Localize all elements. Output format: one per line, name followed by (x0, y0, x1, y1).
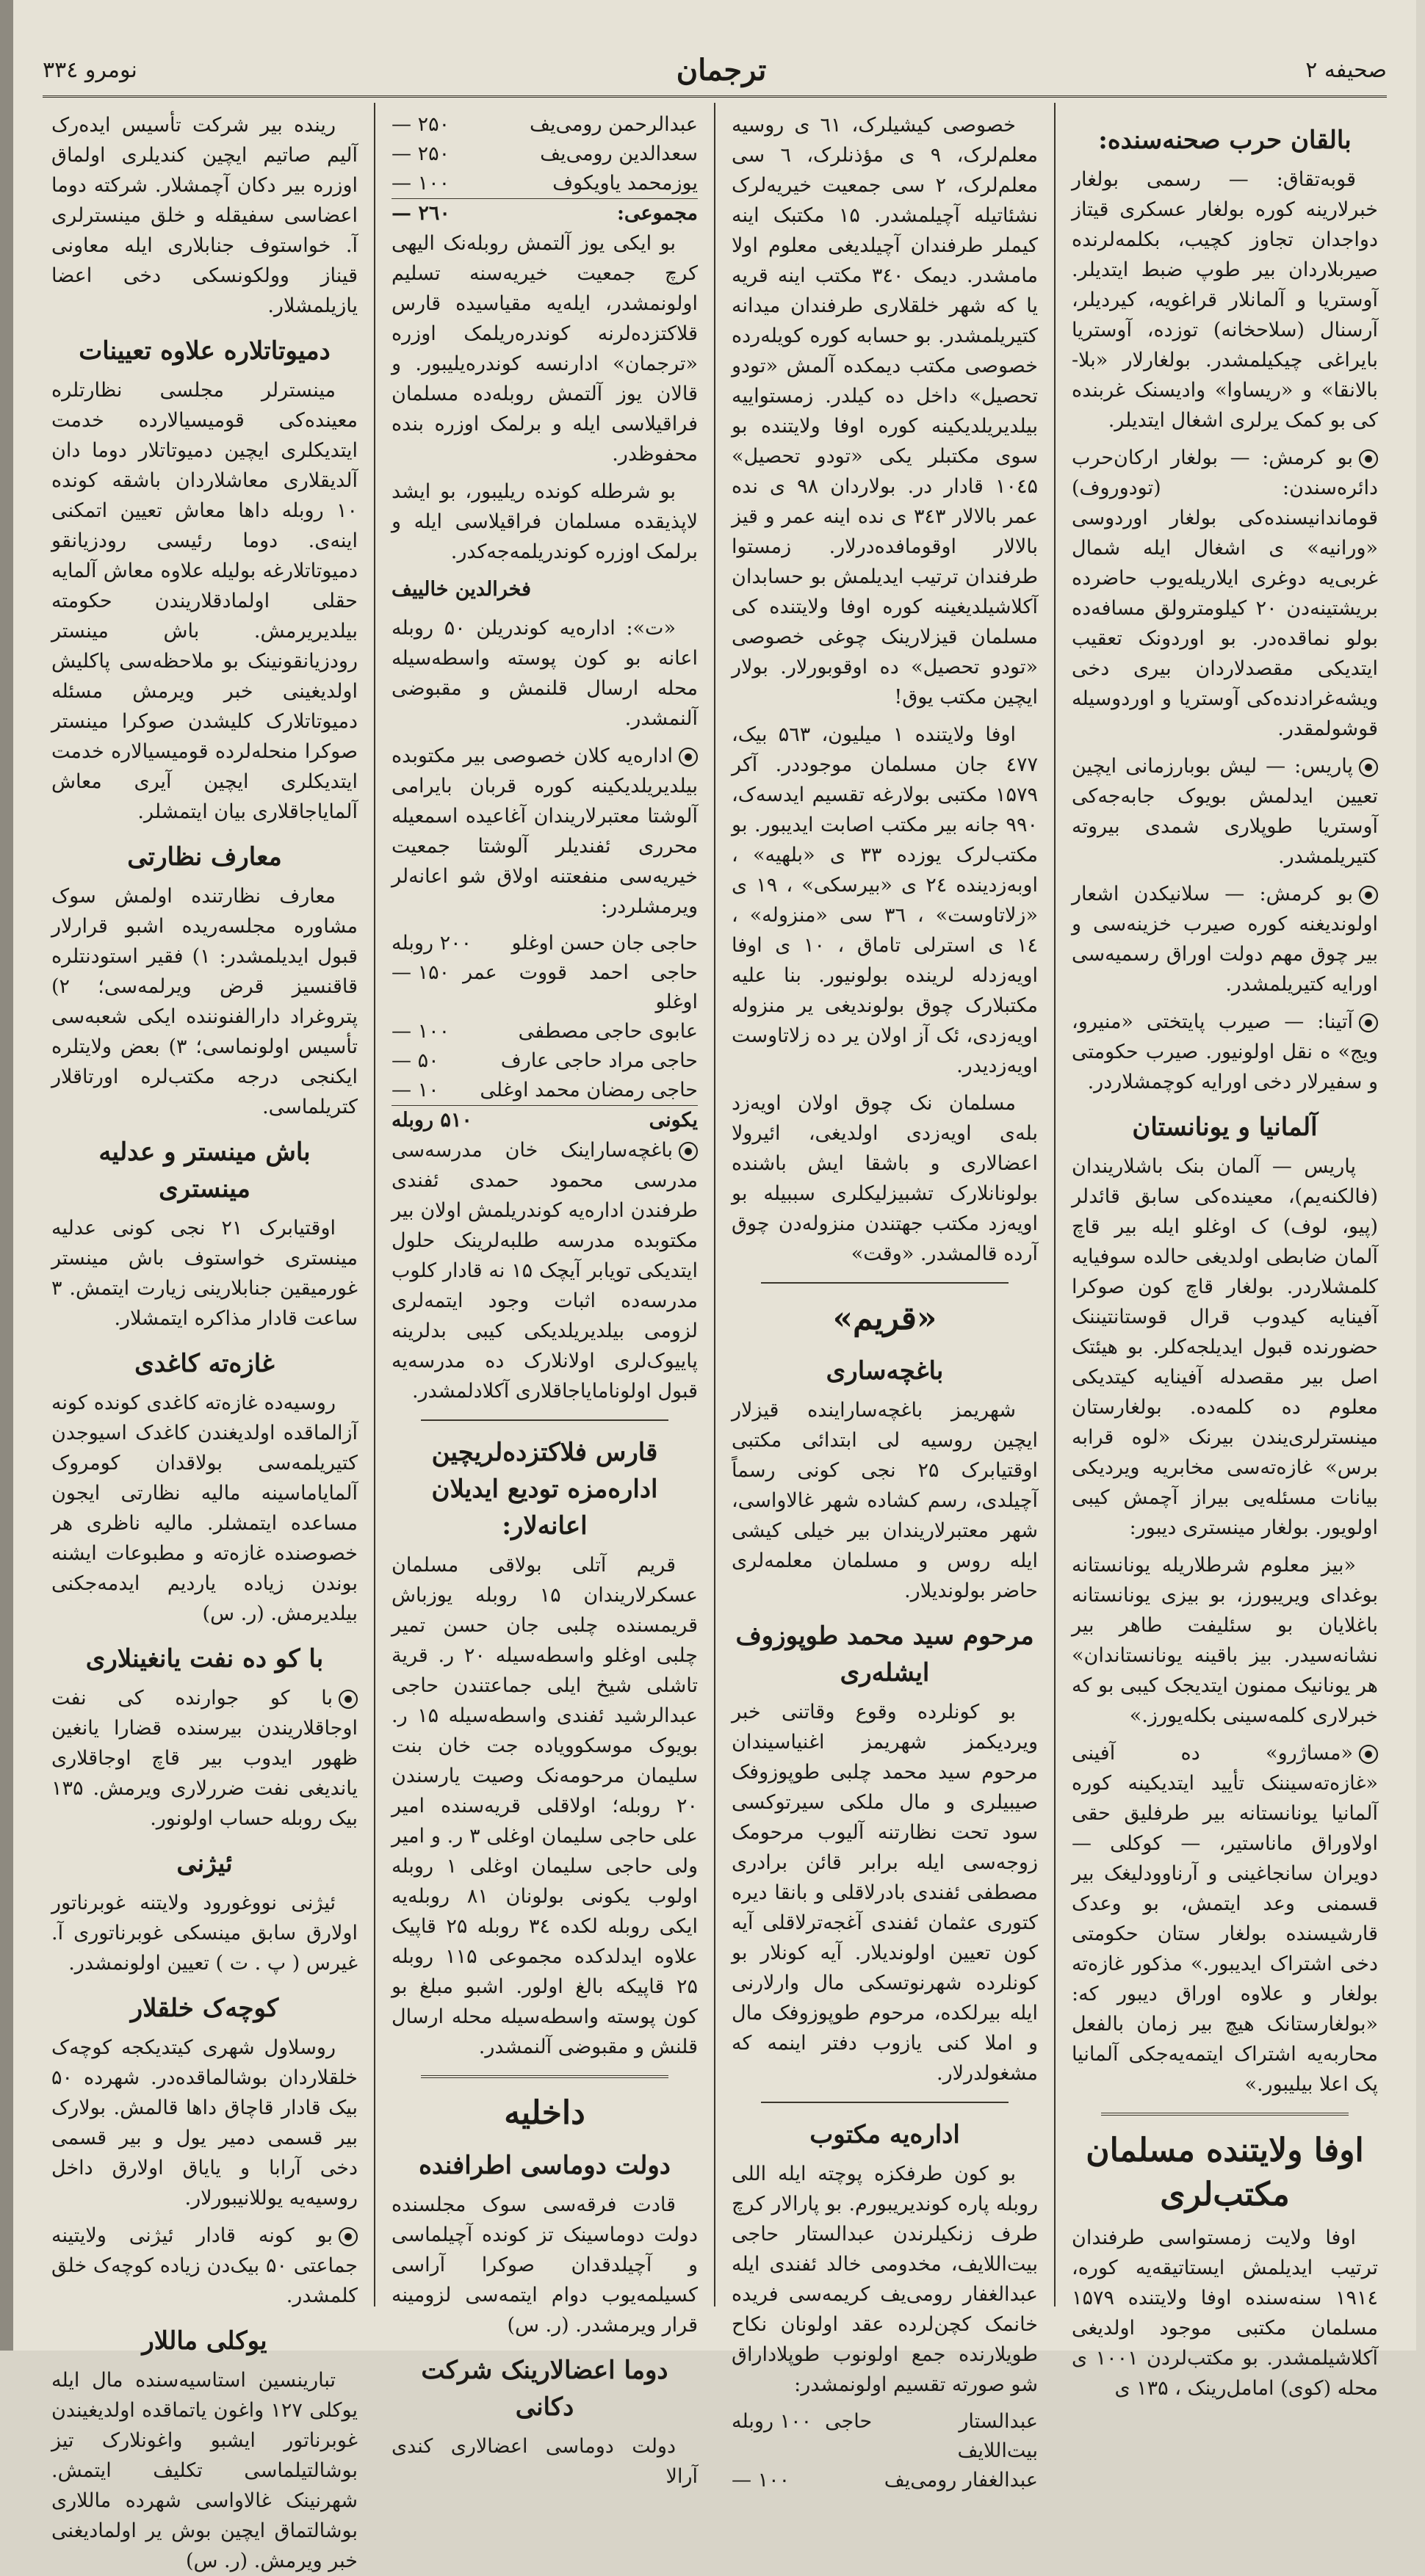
section-heading: آلمانیا و یونانستان (1132, 1112, 1318, 1142)
list-total-row (392, 1105, 698, 1135)
news-item-text: اداره‌یه کلان خصوصی بیر مکتوبده بیلدیریلدیکینه کوره قربان بایرامی آلوشتا معتبرلاریندان آغاعیده اسمعیله محرری ئفندیلر آلوشتا جمعیت خیریه‌سی منفعتنه اولاق شو اعانه‌لر ویرمشلردر: (392, 745, 698, 918)
bullet-ornament-icon (679, 748, 698, 767)
bullet-ornament-icon (339, 1690, 358, 1709)
list-row-amount: ۱۰۰ — (732, 2469, 790, 2492)
article-paragraph: بو ایکی یوز آلتمش روبله‌نک الیهی کرچ جمعیت خیریه‌سنه تسلیم اولونمشدر، ایله‌یه مقیاسیده قارس قلاکتزده‌لرنه کوندره‌ریلمک اوزره «ترجمان» ادارنسه کوندره‌یلیبور. و قالان یوز آلتمش روبله‌ده مسلمان فراقیلاسی ایله و برلمک اوزره بنده محفوظدر. (392, 232, 698, 466)
article-paragraph: اوفا ولایت زمستواسی طرفندان ترتیب ایدیلمش ایستاتیقه‌یه کوره، ۱۹۱٤ سنه‌سنده اوفا ولایتنده ۱۵۷۹ مسلمان مکتبی موجود اولدیغی آکلاشیلمشدر. بو مکتب‌لردن ۱۰۰۱ ی محله (کوی) امامل‌رینک ، ۱۳۵ ی (1072, 2226, 1378, 2400)
section-heading: معارف نظارتی (127, 842, 282, 872)
news-item-text: باغچه‌ساراینک خان مدرسه‌سی مدرسی محمود حمدی ئفندی طرفندن اداره‌یه کوندریلمش اولان بیر مکتوبده مدرسه طلبه‌لرینک حلول ایتدیکی تویابر آیچک ۱۵ نه قادار کلوب مدرسه‌ده اثبات وجود ایتمه‌لری لزومی بیلدیریلدیکی کیبی بدلرینه پاییوک‌لری اولانلارک ده مدرسه‌یه قبول اولونامایاجاقلاری آکلادلمشدر. (392, 1139, 698, 1403)
list-row-amount: ۲۵۰ — (392, 113, 450, 136)
list-row (392, 140, 698, 169)
bullet-ornament-icon (1359, 886, 1378, 905)
article-paragraph: معارف نظارتنده اولمش سوک مشاورە مجلسه‌ریده اشبو قرارلار قبول ایدیلمشدر: ۱) فقیر استودنتلره قاقنسیز قرض ویرلمه‌سی؛ ۲) پتروغراد دارالفنوننده ایکی شعبه‌سی تأسیس اولونماسی؛ ۳) بعض ولایتلره ایکنجی درجه مکتب‌لره اورتاقلار کتریلماسی. (51, 885, 358, 1118)
news-item-text: با کو جوارنده کی نفت اوجاقلاریندن بیرسنده قضارا یانغین ظهور ایدوب بیر قاچ اوجاقلاری یاندیغی نفت ضررلاری ویرمش. ۱۳۵ بیک روبله حساب اولونور. (51, 1687, 358, 1830)
list-row-name: عبدالستار حاجی بیت‌اللایف (825, 2410, 1038, 2462)
section-heading: دولت دوماسی اطرافنده (419, 2151, 671, 2180)
list-row (732, 2407, 1038, 2466)
section-heading: دوما اعضالارینک شرکت دکانی (421, 2356, 668, 2422)
section-divider (761, 2102, 1009, 2103)
news-item (1072, 443, 1378, 744)
section-heading: مرحوم سید محمد طوپوزوف ایشله‌ری (735, 1621, 1034, 1687)
article-paragraph: ئیژنی نووغورود ولایتنه غوبرناتور اولارق سابق مینسکی غوبرناتوری آ. غیرس ( پ . ت ) تعیین اولونمشدر. (51, 1892, 358, 1975)
list-row-name: عابوی حاجی مصطفی (518, 1020, 698, 1043)
news-item (1072, 751, 1378, 872)
column-2 (714, 103, 1054, 2492)
list-total-row (392, 198, 698, 228)
list-row-amount: ۱۰۰ روبله (732, 2410, 812, 2433)
list-row-name: عبدالرحمن رومی‌یف (530, 113, 698, 136)
bullet-ornament-icon (1359, 449, 1378, 468)
bullet-ornament-icon (1359, 1745, 1378, 1764)
list-row-name: حاجی مراد حاجی عارف (500, 1049, 698, 1072)
news-item-text: «مساژرو» ده آفینی «غازه‌ته‌سیننک تأیید ایتدیکینه کوره آلمانیا یونانستانه بیر طرفلیق حقی اولاوراق ماناستیر، — کوکلی — دویران سانجاغینی و آرناوودلیغک بیر قسمنی وعد ایتمش، بو وعدک قارشیسنده بولغار ستان حکومتی دخی اشتراک ایدیبور.» مذکور غازه‌ته بولغار و علاوه اوراق دیبور که: «بولغارستانک هیچ بیر زمان بالفعل محاربه‌یه اشتراک ایتمه‌یه‌جکی آلمانیا پک اعلا بیلیبور.» (1072, 1742, 1378, 2096)
news-item-text: بو کرمش: — سلانیکدن اشعار اولوندیغنه کوره صیرب خزینه‌سی و بیر چوق مهم دولت اوراق رسمیه‌سی اورایه کتیریلمشدر. (1072, 883, 1378, 996)
newspaper-page (13, 0, 1416, 2572)
news-item (1072, 1007, 1378, 1097)
news-item (1072, 879, 1378, 999)
list-row-amount: ۲۵۰ — (392, 142, 450, 165)
bullet-ornament-icon (1359, 758, 1378, 777)
article-paragraph: مسلمان نک چوق اولان اویه‌زد بله‌ی اویه‌زدی اولدیغی، ائیرولا اعضالاری و باشقا ایش باشنده بولونانلارک تشبیزلیکلری سببیله بو اویه‌زد مکتب جهتندن منزوله‌دن چوق آرده قالمشدر. «وقت» (732, 1092, 1038, 1265)
list-row (392, 1046, 698, 1076)
article-paragraph: شهریمز باغچه‌ساراینده قیزلار ایچین روسیه لی ابتدائی مکتبی اوقتیابرک ۲۵ نجی کونی رسماً آچیلدی، رسم کشاده شهر غالاواسی، شهر معتبرلاریندان بیر خیلی کیشی ایله روس و مسلمان معلمه‌لری حاضر بولوندیلار. (732, 1399, 1038, 1602)
author-signature: فخرالدین خالییف (392, 578, 531, 601)
list-row-amount: ۱۵۰ — (392, 961, 450, 984)
news-item-text: پاریس: — لیش بوبارزمانی ایچین تعیین ایدلمش بویوک جابه‌جه‌کی آوستریا طوپلاری شمدی بیروته کتیریلمشدر. (1072, 755, 1378, 868)
news-item (51, 1683, 358, 1834)
section-heading: باغچه‌ساری (826, 1356, 944, 1386)
list-row-name: یوزمحمد یاویکوف (552, 172, 698, 195)
list-row (392, 1076, 698, 1105)
section-heading: با کو ده نفت یانغینلاری (85, 1644, 324, 1674)
list-row-name: حاجی رمضان محمد اوغلی (480, 1079, 698, 1101)
section-heading: ئیژنی (176, 1849, 233, 1878)
article-paragraph: «بیز معلوم شرطلاریله یونانستانه بوغدای ویریبورز، بو بیزی یونانستانه باغلایان بو سئلیفت طاهر بیر نشانه‌سیدر. بیز باقینه یونانستاندان» هر یونانیک ممنون ایتدیجک کیبی بو که خبرلاری کلمه‌سینی بکله‌یورز.» (1072, 1554, 1378, 1727)
section-heading: داخليه (504, 2094, 585, 2132)
issue-number: نومرو ۳۳٤ (43, 57, 137, 83)
article-paragraph: پاریس — آلمان بنک باشلاریندان (فالکنه‌یم)، معینده‌کی سابق قائدلر (پیو، لوف) ک اوغلو ایله بیر قاچ آلمان ضابطی اولدیغی حالده سوفیایه کلمشلاردر. بولغار قاچ کون صوکرا آفینایه کیدوب قرال قوستانتیننک حضورنده قبول ایدیلجه‌کلر. بو هیئتک اصل بیر مقصدله آفینایه کیتدیکی معلوم ده کلمه‌ده. بولغارستان مینسترلری‌یندن بیرنک «لوه قرابه برس» غازه‌ته‌سی مخابریه ویردیکی بیانات مسئله‌یی بیراز آچمش کیبی اولویور. بولغار مینستری دیبور: (1072, 1155, 1378, 1539)
donation-list (732, 2407, 1038, 2495)
page-number: صحيفه ۲ (1305, 57, 1387, 83)
list-row-name: حاجی احمد قووت عمر اوغلو (463, 961, 698, 1013)
column-4 (35, 103, 374, 2572)
article-paragraph: قریم آتلی بولاقی مسلمان عسکرلاریندان ۱۵ روبله یوزباش قریمسنده چلبی جان حسن تمیر چلبی اوغلو واسطه‌سیله ۲۰ ر. قریة تاشلی شیخ ایلی جماعتندن حاجی عبدالرشید ئفندی واسطه‌سیله ۱۵ ر. بویوک موسکوویاده جت خان بنت سلیمان مرحومه‌نک وصیت یارسندن ۲۰ روبله؛ اولاقلی قریه‌سنده امیر علی حاجی سلیمان اوغلی ۳ ر. و امیر ولی حاجی سلیمان اوغلی ۱ روبله اولوب یکونی بولونان ۸۱ روبله‌یه ایکی روبله لکده ۳٤ روبله ۲۵ قاپیک علاوه ایدلدکده مجموعی ۱۱۵ روبله ۲۵ قاپیکه بالغ اولور. اشبو مبلغ بو کون پوسته واسطه‌سیله محله ارسال قلنش و مقبوضی آلنمشدر. (392, 1554, 699, 2058)
list-row-amount: ۱۰ — (392, 1079, 439, 1101)
article-paragraph: روسلاول شهری کیتدیکجه کوچه‌ک خلقلاردان بوشالماقده‌در. شهرده ۵۰ بیک قادار قاچاق داها قالمش. بولارک بیر قسمی دمیر یول و بیر قسمی دخی آرابا و یایاق اولارق داخل روسیه‌یه یوللانیبورلار. (51, 2036, 358, 2210)
list-row-amount: ۲۰۰ روبله (392, 932, 472, 955)
article-paragraph: بو شرطله کونده ریلیبور، بو ایشد لاپذیقده مسلمان فراقیلاسی ایله و برلمک اوزره کوندریلمه‌جه‌کدر. (392, 480, 698, 563)
article-paragraph: مینسترلر مجلسی نظارتلره معینده‌کی قومیسیالارده خدمت ایتدیکلری ایچین دمیوتاتلار دوما دان آلدیقلاری معاشلاردان باشقه کونده ۱۰ روبله داها معاش تعیین اتمکنی اینه‌ی. دوما رئیسی رودزیانقو دمیوتاتلارغه بولیله علاوه معاش آلمایه حقلی اولمادقلاریندن حکومته بیلدیریرمش. باش مینستر رودزیانقونینک بو ملاحظه‌سی پاکلیش اولدیغینی خبر ویرمش مسئله دمیوتاتلارک کلیشدن صوکرا مینستر صوکرا منحله‌لرده قومیسیالاره خدمت ایتدیکلری ایچین آیری معاش آلمایاجاقلاری بیان ایتمشلر. (51, 379, 358, 823)
section-divider (421, 1419, 668, 1421)
section-heading: «قريم» (832, 1300, 937, 1337)
news-item (392, 741, 698, 922)
list-row (392, 110, 698, 140)
bullet-ornament-icon (679, 1142, 698, 1161)
list-row-amount: ۲٦۰ — (392, 202, 450, 225)
news-item (51, 2221, 358, 2311)
section-heading: غازه‌ته کاغدی (134, 1349, 275, 1378)
article-paragraph: قادت فرقه‌سی سوک مجلسنده دولت دوماسینک تز کونده آچیلماسی و آچیلدقدان صوکرا آراسی کسیلمه‌یوب دوام ایتمه‌سی لزومینه قرار ویرمشدر. (ر. س) (392, 2193, 698, 2337)
list-row-name: عبدالغفار رومی‌یف (884, 2469, 1038, 2492)
article-paragraph: تبارینسین استاسیه‌سنده مال ایله یوکلی ۱۲۷ واغون یاتماقده اولدیغیندن غوبرناتور ایشبو واغونلارک تیز بوشالتیلماسی تکلیف ایتمش. شهرنینک غالاواسی شهرده ماللاری بوشالتماق ایچین بوش یر اولمادیغنی خبر ویرمش. (ر. س) (51, 2369, 358, 2572)
list-row (392, 169, 698, 198)
article-paragraph: «ت»: اداره‌یه کوندریلن ۵۰ روبله اعانه بو کون پوسته واسطه‌سیله محله ارسال قلنمش و مقبوضی آلنمشدر. (392, 617, 698, 730)
list-row (392, 1017, 698, 1046)
article-paragraph: خصوصی کیشیلرک، ٦۱ ی روسیه معلم‌لرک، ۹ ی مؤذنلرک، ٦ سی معلم‌لرک، ۲ سی جمعیت خیریه‌لرک نشئاتیله آچیلمشدر. ۱۵ مکتبک اینه کیملر طرفندان آچیلدیغی معلوم اولا مامشدر. دیمک ۳٤۰ مکتب اینه قریه یا که شهر خلقلاری طرفندان میدانه کتیریلمشدر. بو حسابه کوره کویله‌رده خصوصی مکتب دیمکده آلمش «تودو تحصیل» داخل ده کیلدر. زمستواییه بیلدیریلدیکینه کوره اوفا ولایتنده بو سوی مکتبلر یکی «تودو تحصیل» ۱۰٤۵ قادار در. بولاردان ۹۸ ی نده عمر بالالار ۳٤۳ ی نده اینه عمر و قیز بالالار اوقومافده‌درلار. زمستوا طرفندان ترتیب ایدیلمش بو حسابدان آکلاشیلدیغینه کوره اوفا ولایتنده کی مسلمان قیزلارینک چوغی خصوصی «تودو تحصیل» ده اوقوبورلار. بولار ایچین مکتب یوق! (732, 114, 1039, 709)
list-row-name: یکونی (649, 1109, 698, 1132)
column-1 (1054, 103, 1394, 2400)
donation-list (392, 929, 698, 1135)
section-heading: اداره‌یه مکتوب (809, 2120, 960, 2149)
section-heading: قارس فلاکتزده‌لریچین ادارەمزه تودیع ایدیلان اعانه‌لار: (431, 1438, 658, 1541)
page-edge (0, 0, 13, 2351)
list-row-name: حاجی جان حسن اوغلو (511, 932, 698, 955)
newspaper-title: ترجمان (676, 52, 767, 87)
section-heading: باش مینستر و عدلیه مینستری (98, 1137, 311, 1204)
list-row-name: سعدالدین رومی‌یف (540, 142, 698, 165)
list-row-amount: ۵۰ — (392, 1049, 439, 1072)
list-row (392, 929, 698, 958)
bullet-ornament-icon (339, 2227, 358, 2246)
section-heading: کوچه‌ک خلقلار (130, 1994, 279, 2023)
list-row-amount: ۱۰۰ — (392, 1020, 450, 1043)
section-heading: دمیوتاتلاره علاوه تعیینات (79, 336, 331, 366)
columns (35, 103, 1394, 2572)
column-3 (374, 103, 714, 2488)
article-paragraph: اوفا ولایتنده ۱ میلیون، ۵٦۳ بیک، ٤٧٧ جان مسلمان موجوددر. آکر ۱۵۷۹ مکتبی بولارغه تقسیم ایدسه‌ک، ۹۹۰ جانه بیر مکتب اصابت ایدیبور. بو مکتب‌لرک یوزده ۳۳ ی «بلهیه» ، اوبه‌زدینده ۲٤ ی «بیرسکی» ، ۱۹ ی «زلاتاوست» ، ۳٦ سی «منزوله» ، ۱٤ ی استرلی تاماق ، ۱۰ ی اوفا اویه‌زدله‌ لرینده بولونیور. بنا علیه مکتبلارک چوق بولوندیغی یر منزوله اویه‌زدی، ئک آز اولان یر ده زلاتاوست اویه‌زدیدر. (732, 723, 1038, 1077)
news-item (392, 1135, 698, 1406)
list-row-amount: ۵۱۰ روبله (392, 1109, 472, 1132)
list-row-amount: ۱۰۰ — (392, 172, 450, 195)
section-divider (421, 2075, 668, 2078)
section-heading: یوکلی ماللار (142, 2326, 267, 2356)
news-item-text: آتینا: — صیرب پایتختی «منیرو، ویج» ه نقل اولونیور. صیرب حکومتی و سفیرلار دخی اورایه کوچمشلاردر. (1072, 1010, 1378, 1093)
article-paragraph: رینده بیر شرکت تأسیس ایدەرک آلیم صاتیم ایچین کندیلری اولماق اوزره بیر دکان آچمشلار. شرکته دوما اعضاسی سفیقله و خلق مینسترلری آ. خواستوف جنابلاری ایله معاونی قیناز وولکونسکی دخی اعضا یازیلمشلار. (51, 114, 358, 317)
news-item (1072, 1738, 1378, 2099)
list-row (392, 958, 698, 1017)
donation-list (392, 110, 698, 228)
news-item-text: بو کونه قادار ئیژنی ولایتینه جماعتی ۵۰ بیک‌دن زیاده کوچه‌ک خلق کلمشدر. (51, 2224, 358, 2307)
article-paragraph: اوقتیابرک ۲۱ نجی کونی عدلیه مینستری خواستوف باش مینستر غورمیقین جنابلارینی زیارت ایتمش. ۳ ساعت قادار مذاکره ایتمشلار. (51, 1217, 358, 1330)
bullet-ornament-icon (1359, 1013, 1378, 1032)
list-row (732, 2466, 1038, 2495)
section-divider (1101, 2113, 1349, 2116)
section-heading: اوفا ولایتنده مسلمان مکتب‌لری (1086, 2132, 1364, 2213)
section-divider (761, 1282, 1009, 1284)
article-paragraph: روسیه‌ده غازه‌ته کاغدی کونده کونه آزالماقده اولدیغندن کاغدک اسیوجدن کتیریلمه‌سی بولاقدان کومروک آلمایاماسینه مالیه نظارتی ایجون مساعده ایتمشلر. مالیه ناظری هر خصوصنده غازه‌ته و مطبوعات ایشنه بوندن زیاده یاردیم ایدمه‌جکنی بیلدیرمش. (ر. س) (51, 1392, 358, 1625)
article-paragraph: بو کون طرفکزه پوچته ایله اللی روبله پاره کوندیریبورم. بو پارالار کرچ طرف زنکیلرندن عبدالستار حاجی بیت‌اللایف، مخدومی خالد ئفندی ایله عبدالغفار رومی‌یف کریمه‌سی فریده خانمک کچن‌لرده عقد اولونان نکاح طویلارنده جمع اولونوب طوپلاداراق شو صورته تقسیم اولونمشدر: (732, 2163, 1038, 2396)
article-paragraph: قوبه‌تقاق: — رسمی بولغار خبرلارینه کوره بولغار عسکری قیتاز دواجدان تجاوز کچیب، بکلمه‌لرنده صیربلاردان بیر طوپ ضبط ایتدیلر. آوستریا و آلمانلار قراغویه، کیردیلر، آرسنال (سلاحخانه) توزده، آوستریا بایراغی چیکیلمشدر. بولغارلار «بلا-بالانقا» و «ریساوا» وادیسنک غربنده کی بو کمک یرلری اشغال ایتدیلر. (1072, 168, 1378, 432)
article-paragraph: دولت دوماسی اعضالاری کندی آرالا (392, 2435, 698, 2488)
section-heading: بالقان حرب صحنه‌سنده: (1098, 126, 1352, 155)
news-item-text: بو کرمش: — بولغار ارکان‌حرب دائره‌سندن: (تودوروف) قوماندانیسنده‌کی بولغار اوردوسی «ورانیه» ی اشغال ایله شمال غربی‌یه دوغری ایلاریله‌یوب حاضرده بریشتینه‌دن ۲۰ کیلومترولق مسافه‌ده بولو نماقده‌در. بو اوردونک تعقیب ایتدیکی مقصدلاردان بیری دخی ویشه‌غرادنده‌کی آوستریا و اوردوسیله قوشولمقدر. (1072, 446, 1379, 740)
masthead (43, 44, 1387, 98)
article-paragraph: بو کونلرده وقوع وقاتنی خبر ویردیکمز شهریمز اغنیاسیندان مرحوم سید محمد چلبی طوپوزوفک صیبیلری و مال ملکی سیرتوکسی سود تحت نظارتنه آلیوب مرحومک زوجه‌سی ایله برابر قائن برادری مصطفی ئفندی بادرلاقلی و بانقا دیره کتوری عثمان ئفندی آغجه‌ترلاقلی آیه کون تعیین اولوندیلار. آیه کونلار بو کونلرده شهرنوتسکی مال وارلارنی ایله بیرلکده، مرحوم طوپوزوفک مال و املا کنی یازوب دفتر اینمه که مشغولدرلار. (732, 1701, 1038, 2085)
list-row-name: مجموعی: (616, 202, 698, 225)
